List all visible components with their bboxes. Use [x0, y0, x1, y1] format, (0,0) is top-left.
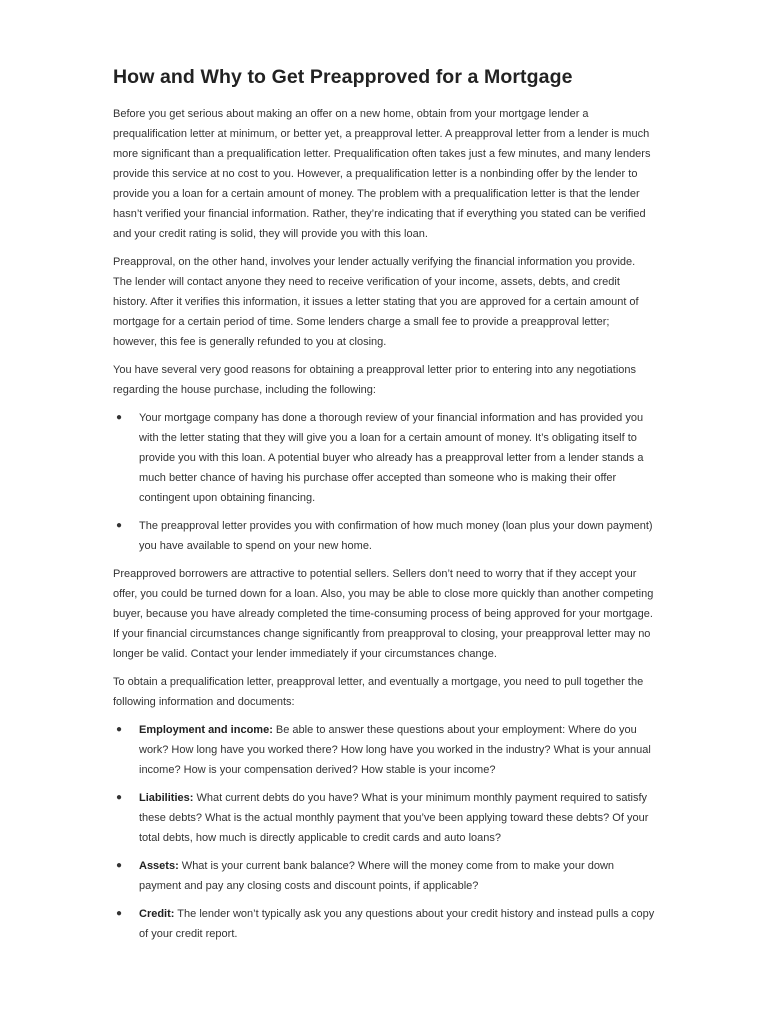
- paragraph-sellers: Preapproved borrowers are attractive to potential sellers. Sellers don’t need to worry that if they accept your offer, you could be turned down for a loan. Also, you may be able to close more quickly than another competing buyer, because you have already completed the time-consuming process of being approved for your mortgage. If your financial circumstances change significantly from preapproval to closing, your preapproval letter may no longer be valid. Contact your lender immediately if your circumstances change.: [113, 568, 654, 660]
- list-item-label: Assets:: [139, 860, 179, 872]
- list-item-label: Credit:: [139, 908, 175, 920]
- list-item-text: What is your current bank balance? Where will the money come from to make your down payment and pay any closing costs and discount points, if applicable?: [139, 860, 615, 892]
- bullet-icon: ●: [116, 860, 123, 871]
- list-item-label: Employment and income:: [139, 724, 273, 736]
- list-item: [113, 788, 655, 848]
- list-item-text: Be able to answer these questions about your employment: Where do you work? How long have you worked there? How long have you worked in the industry? What is your annual income? How is your compensation derived? How stable is your income?: [139, 724, 651, 776]
- list-item-text: Your mortgage company has done a thorough review of your financial information and has provided you with the letter stating that they will give you a loan for a certain amount of money. It’s obligating itself to provide you with this loan. A potential buyer who already has a preapproval letter from a lender stands a much better chance of having his purchase offer accepted than someone who is making their offer contingent upon obtaining financing.: [139, 412, 644, 504]
- list-item-label: Liabilities:: [139, 792, 194, 804]
- paragraph-preapproval: Preapproval, on the other hand, involves your lender actually verifying the financial information you provide. The lender will contact anyone they need to receive verification of your income, assets, debts, and credit history. After it verifies this information, it issues a letter stating that you are approved for a certain amount of mortgage for a certain period of time. Some lenders charge a small fee to provide a preapproval letter; however, this fee is generally refunded to you at closing.: [113, 256, 639, 348]
- list-item-text: The preapproval letter provides you with confirmation of how much money (loan plus your down payment) you have available to spend on your new home.: [139, 520, 653, 552]
- list-item-text: The lender won’t typically ask you any questions about your credit history and instead pulls a copy of your credit report.: [139, 908, 655, 940]
- reasons-list: [113, 408, 655, 556]
- paragraph-reasons-intro: You have several very good reasons for obtaining a preapproval letter prior to entering into any negotiations regarding the house purchase, including the following:: [113, 364, 637, 396]
- list-item: [113, 516, 655, 556]
- paragraph-documents-intro: To obtain a prequalification letter, preapproval letter, and eventually a mortgage, you need to pull together the following information and documents:: [113, 676, 644, 708]
- list-item: [113, 408, 655, 508]
- paragraph-intro: Before you get serious about making an offer on a new home, obtain from your mortgage lender a prequalification letter at minimum, or better yet, a preapproval letter. A preapproval letter from a lender is much more significant than a prequalification letter. Prequalification often takes just a few minutes, and many lenders provide this service at no cost to you. However, a prequalification letter is a nonbinding offer by the lender to provide you a loan for a certain amount of money. The problem with a prequalification letter is that the lender hasn’t verified your financial information. Rather, they’re indicating that if everything you stated can be verified and your credit rating is solid, they will provide you with this loan.: [113, 108, 651, 240]
- bullet-icon: ●: [116, 908, 123, 919]
- list-item: [113, 720, 655, 780]
- page-title: How and Why to Get Preapproved for a Mortgage: [113, 66, 573, 88]
- bullet-icon: ●: [116, 792, 123, 803]
- list-item-text: What current debts do you have? What is your minimum monthly payment required to satisfy these debts? What is the actual monthly payment that you’ve been applying toward these debts? Of your total debts, how much is directly applicable to credit cards and auto loans?: [139, 792, 649, 844]
- bullet-icon: ●: [116, 724, 123, 735]
- list-item: [113, 856, 655, 896]
- bullet-icon: ●: [116, 412, 123, 423]
- list-item: [113, 904, 655, 944]
- documents-list: [113, 720, 655, 944]
- bullet-icon: ●: [116, 520, 123, 531]
